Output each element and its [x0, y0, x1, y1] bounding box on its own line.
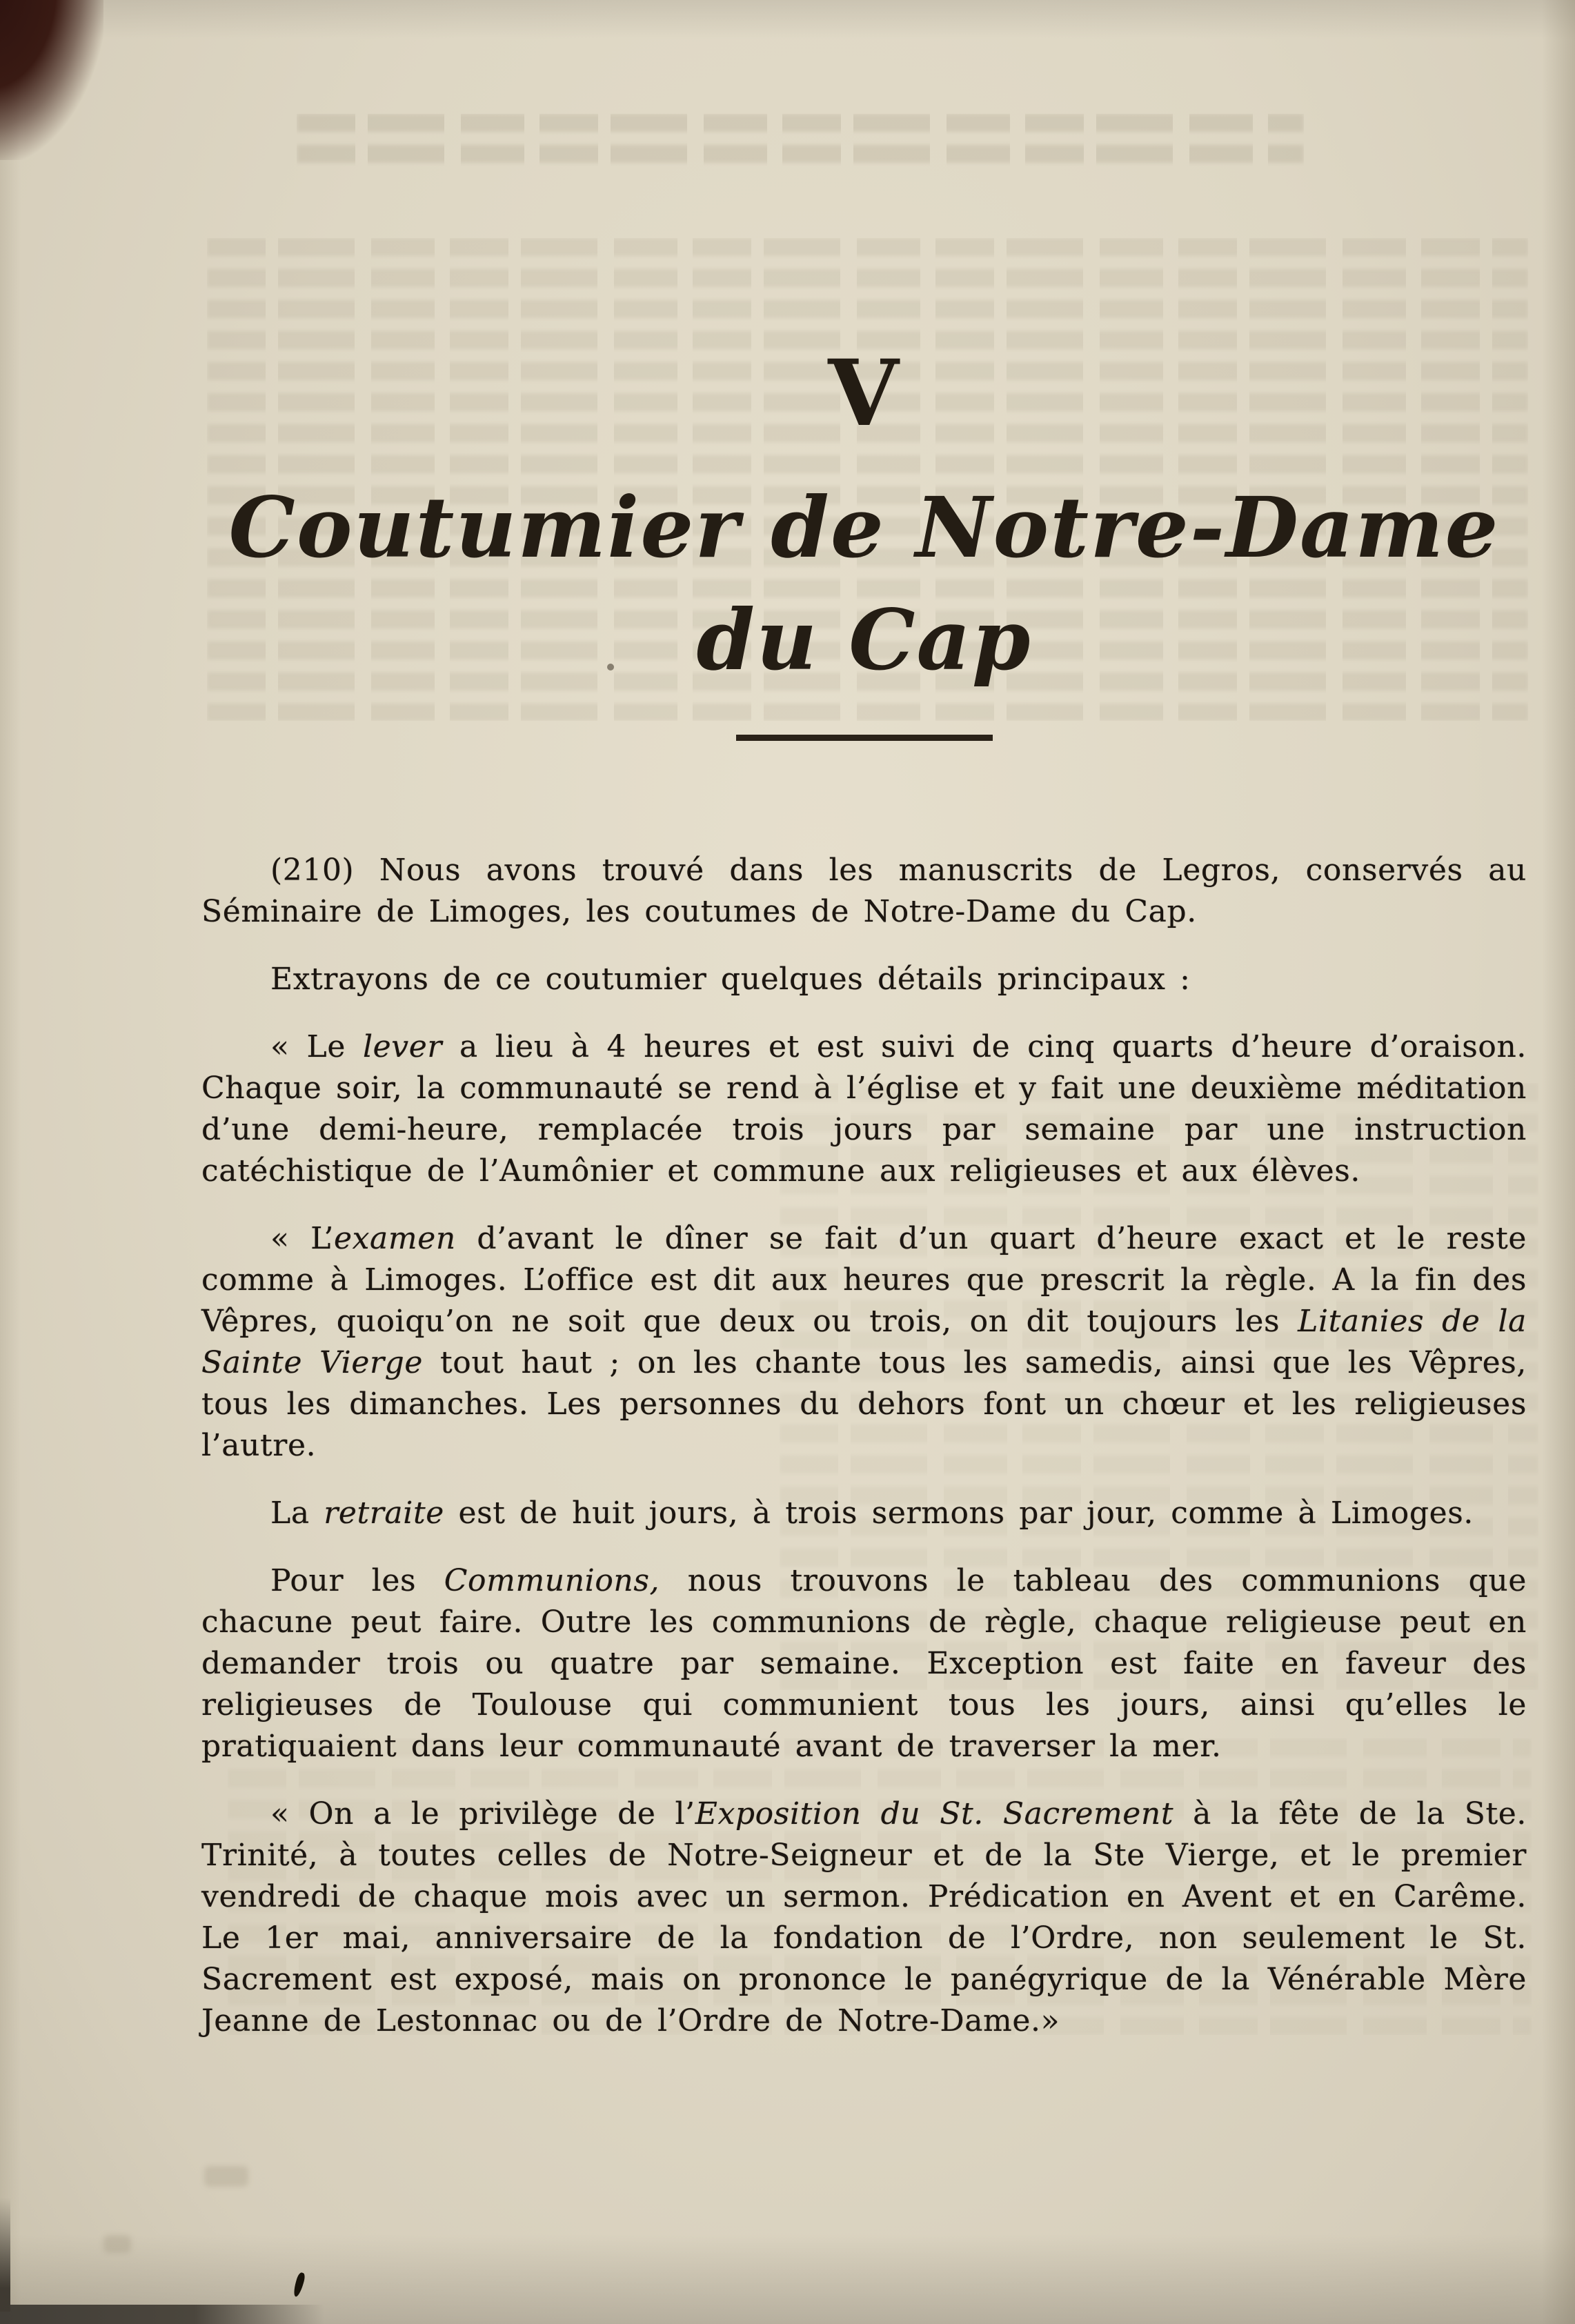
paragraph	[201, 1026, 1527, 1192]
text-run: d’avant le dîner se fait d’un quart d’heure exact et le reste comme à Limoges. L’office est dit aux heures que prescrit la règle. A la fin des Vêpres, quoiqu’on ne soit que deux ou trois, on dit toujours les	[201, 1221, 1527, 1339]
stray-ink-mark	[292, 2272, 306, 2298]
scan-corner-ink-mark	[0, 0, 103, 160]
italic-text-run: lever	[362, 1029, 442, 1064]
text-run: a lieu à 4 heures et est suivi de cinq quarts d’heure d’oraison. Chaque soir, la communauté se rend à l’église et y fait une deuxième méditation d’une demi-heure, remplacée trois jours par semaine par une instruction catéchistique de l’Aumônier et commune aux religieuses et aux élèves.	[201, 1029, 1527, 1189]
body-paragraphs	[201, 850, 1527, 2042]
page-content	[201, 0, 1527, 2042]
italic-text-run: examen	[333, 1221, 456, 1256]
chapter-title-line-1: Coutumier de Notre-Dame	[228, 478, 1500, 577]
italic-text-run: Exposition du St. Sacrement	[695, 1796, 1174, 1831]
text-run: tout haut ; on les chante tous les samedis, ainsi que les Vêpres, tous les dimanches. Les personnes du dehors font un chœur et les religieuses l’autre.	[201, 1345, 1527, 1463]
title-divider-rule	[736, 735, 993, 741]
faint-smudge	[204, 2166, 248, 2187]
text-run: nous trouvons le tableau des communions que chacune peut faire. Outre les communions de règle, chaque religieuse peut en demander trois ou quatre par semaine. Exception est faite en faveur des religieuses de Toulouse qui communient tous les jours, ainsi qu’elles le pratiquaient dans leur communauté avant de traverser la mer.	[201, 1563, 1527, 1764]
italic-text-run: retraite	[324, 1496, 444, 1531]
italic-text-run: Communions,	[444, 1563, 660, 1598]
chapter-title	[201, 471, 1527, 696]
text-run: Pour les	[270, 1563, 444, 1598]
text-run: « Le	[270, 1029, 363, 1064]
ink-spot	[607, 664, 614, 671]
paragraph	[201, 850, 1527, 933]
paragraph	[201, 1493, 1527, 1534]
text-run: « On a le privilège de l’	[270, 1796, 695, 1831]
paragraph	[201, 1218, 1527, 1467]
text-run: La	[270, 1496, 324, 1531]
chapter-title-line-2: du Cap	[696, 590, 1032, 689]
scan-bottom-edge-shadow	[0, 2305, 324, 2324]
text-run: Extrayons de ce coutumier quelques détails principaux :	[270, 962, 1191, 997]
paragraph	[201, 1560, 1527, 1767]
paragraph	[201, 959, 1527, 1000]
chapter-number: V	[828, 340, 900, 447]
paragraph	[201, 1794, 1527, 2042]
text-run: (210) Nous avons trouvé dans les manuscrits de Legros, conservés au Séminaire de Limoges, les coutumes de Notre-Dame du Cap.	[201, 853, 1527, 929]
italic-text-run: Litanies de la Sainte Vierge	[201, 1304, 1527, 1380]
scan-left-edge-shadow	[0, 2198, 10, 2312]
text-run: « L’	[270, 1221, 334, 1256]
faint-smudge	[103, 2235, 131, 2253]
text-run: est de huit jours, à trois sermons par jour, comme à Limoges.	[444, 1496, 1474, 1531]
text-run: à la fête de la Ste. Trinité, à toutes celles de Notre-Seigneur et de la Ste Vierge, et le premier vendredi de chaque mois avec un sermon. Prédication en Avent et en Carême. Le 1er mai, anniversaire de la fondation de l’Ordre, non seulement le St. Sacrement est exposé, mais on prononce le panégyrique de la Vénérable Mère Jeanne de Lestonnac ou de l’Ordre de Notre-Dame.»	[201, 1796, 1527, 2038]
